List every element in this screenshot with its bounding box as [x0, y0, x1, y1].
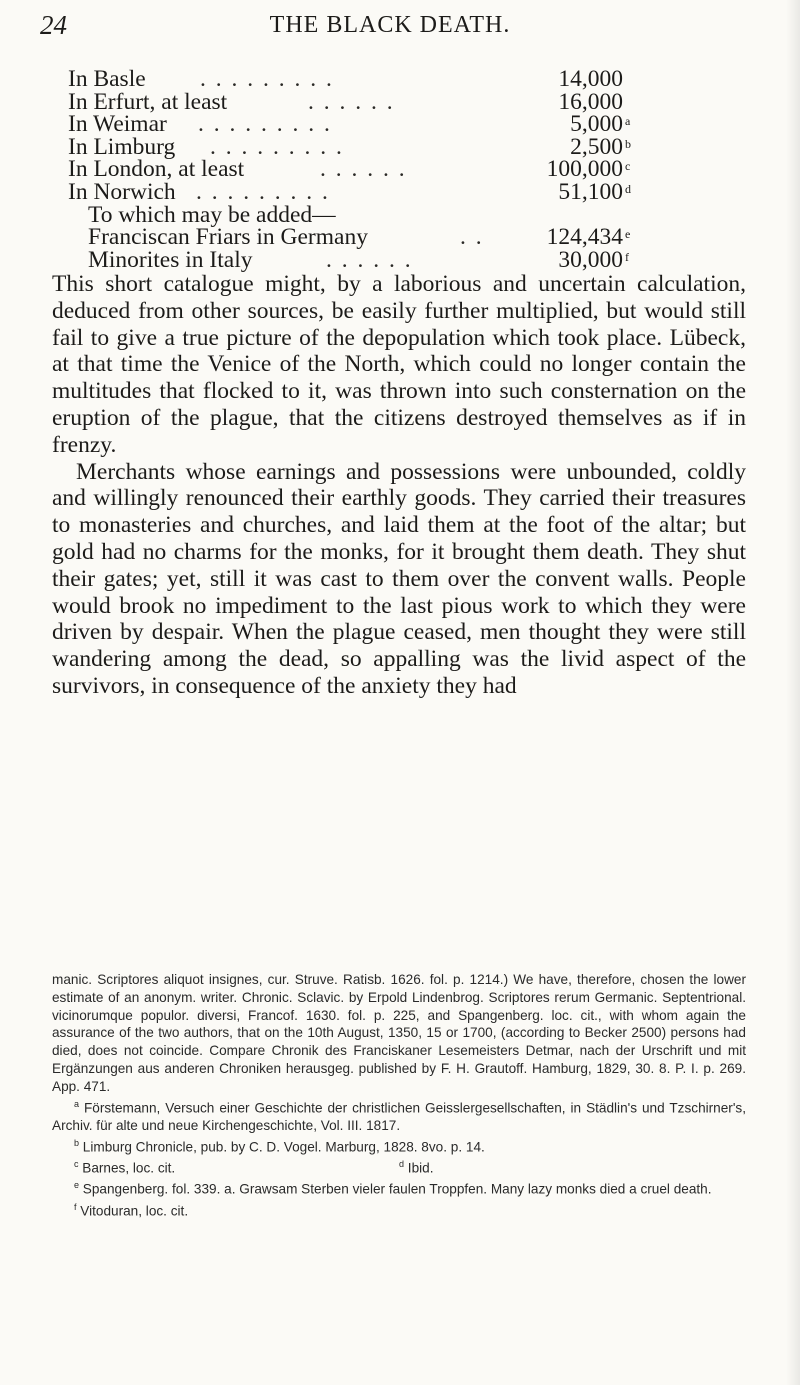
row-label: In Basle [68, 66, 146, 92]
table-row [68, 226, 678, 249]
mortality-table [68, 68, 678, 271]
footnote-mark: b [74, 1137, 80, 1148]
table-row [68, 68, 678, 91]
row-value: 16,000 [558, 88, 623, 115]
footnote-ref: f [625, 249, 629, 264]
footnote-b [52, 1135, 746, 1156]
footnote-pair [52, 1156, 746, 1177]
table-row [68, 133, 678, 160]
dot-leader: . . . . . . [320, 156, 407, 183]
row-label: In London, at least [68, 156, 245, 183]
footnote-ref: b [625, 136, 631, 151]
table-row [68, 113, 678, 136]
dot-leader: . . . . . . . . . [198, 111, 332, 138]
footnote-text: Spangenberg. fol. 339. a. Grawsam Sterben vieler faulen Troppfen. Many lazy monks died a cruel death. [82, 1181, 712, 1197]
page-edge-shadow [786, 0, 800, 1385]
row-value: 14,000 [558, 66, 623, 92]
footnote-continued: manic. Scriptores aliquot insignes, cur. Struve. Ratisb. 1626. fol. p. 1214.) We have, therefore, chosen the lower estimate of an anonym. writer. Chronic. Sclavic. by Erpold Lindenbrog. Scriptores rerum Germanic. Septentrional. vicinorumque populor. diversi, Francof. 1630. fol. p. 225, and Spangenberg. loc. cit., with whom again the assurance of the two authors, that on the 10th August, 1350, 15 or 1700, (according to Becker 2500) persons had died, does not coincide. Compare Chronik des Franciskaner Lesemeisters Detmar, nach der Urschrift und mit Ergänzungen aus anderen Chroniken herausgeg. published by F. H. Grautoff. Hamburg, 1829, 30. 8. P. I. p. 269. App. 471. [52, 972, 746, 1094]
table-row [68, 88, 678, 115]
row-value: 100,000 [546, 156, 623, 183]
added-heading: To which may be added— [88, 201, 336, 228]
dot-leader: . . . . . . [308, 88, 395, 115]
footnote-text: Barnes, loc. cit. [82, 1160, 176, 1176]
table-subheading [68, 201, 678, 228]
footnote-mark: a [74, 1098, 80, 1109]
row-label: Franciscan Friars in Germany [88, 224, 368, 251]
footnote-mark: e [74, 1180, 80, 1191]
row-label: Minorites in Italy [88, 246, 253, 273]
footnote-mark: c [74, 1159, 79, 1170]
footnote-a [52, 1096, 746, 1135]
footnote-mark: f [74, 1201, 77, 1212]
footnote-ref: d [625, 181, 631, 196]
dot-leader: . . . . . . [326, 246, 413, 273]
table-row [68, 158, 678, 181]
footnote-d [399, 1156, 746, 1177]
footnote-text: Vitoduran, loc. cit. [80, 1203, 189, 1219]
page-header [40, 10, 740, 50]
table-row [68, 178, 678, 205]
footnote-ref: c [625, 159, 631, 174]
footnote-ref: a [625, 114, 631, 129]
row-value: 30,000 [558, 246, 623, 273]
footnote-c [52, 1156, 399, 1177]
row-label: In Norwich [68, 178, 176, 205]
paragraph: This short catalogue might, by a laborious and uncertain calculation, deduced from other sources, be easily further multiplied, but would still fail to give a true picture of the depopulation which took place. Lübeck, at that time the Venice of the North, which could no longer contain the multitudes that flocked to it, was thrown into such consternation on the eruption of the plague, that the citizens destroyed themselves as if in frenzy. [52, 271, 746, 458]
row-label: In Weimar [68, 111, 167, 138]
page-number: 24 [40, 10, 67, 40]
row-value: 5,000 [570, 111, 623, 138]
running-head: THE BLACK DEATH. [269, 12, 511, 38]
footnote-e [52, 1177, 746, 1198]
dot-leader: . . [460, 224, 484, 251]
footnote-text: Förstemann, Versuch einer Geschichte der christlichen Geisslergesellschaften, in Städlin's und Tzschirner's, Archiv. für alte und neue Kirchengeschichte, Vol. III. 1817. [52, 1100, 746, 1133]
dot-leader: . . . . . . . . . [196, 178, 330, 205]
row-label: In Erfurt, at least [68, 88, 228, 115]
paragraph: Merchants whose earnings and possessions were unbounded, coldly and willingly renounced their earthly goods. They carried their treasures to monasteries and churches, and laid them at the foot of the altar; but gold had no charms for the monks, for it brought them death. They shut their gates; yet, still it was cast to them over the convent walls. People would brook no impediment to the last pious work to which they were driven by despair. When the plague ceased, men thought they were still wandering among the dead, so appalling was the livid aspect of the survivors, in consequence of the anxiety they had [52, 458, 746, 699]
footnotes [52, 971, 746, 1220]
row-value: 2,500 [570, 133, 623, 160]
footnote-ref: e [625, 227, 631, 242]
table-row [68, 246, 678, 273]
dot-leader: . . . . . . . . . [200, 66, 334, 92]
footnote-mark: d [399, 1159, 405, 1170]
row-value: 51,100 [558, 178, 623, 205]
footnote-text: Limburg Chronicle, pub. by C. D. Vogel. Marburg, 1828. 8vo. p. 14. [82, 1139, 485, 1155]
footnote-text: Ibid. [407, 1160, 434, 1176]
footnote-f [52, 1199, 746, 1220]
dot-leader: . . . . . . . . . [210, 133, 344, 160]
row-value: 124,434 [546, 224, 623, 251]
row-label: In Limburg [68, 133, 176, 160]
body-text [52, 271, 746, 700]
